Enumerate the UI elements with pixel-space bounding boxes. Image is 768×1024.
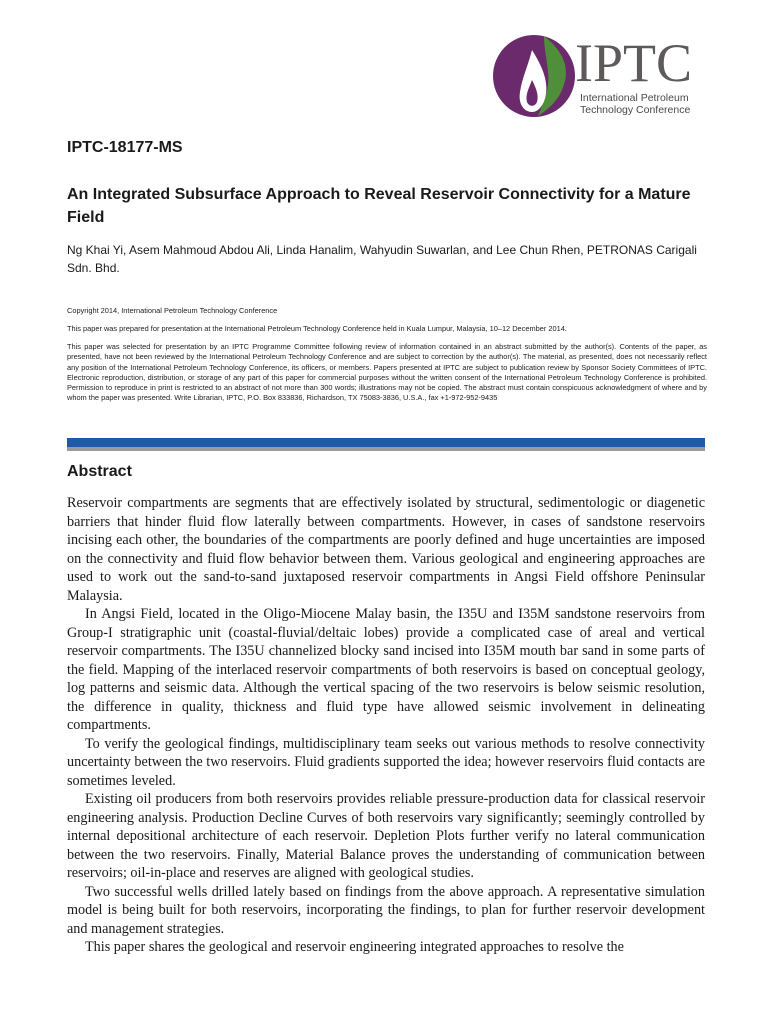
header-rule-gray bbox=[67, 447, 705, 451]
abstract-body bbox=[67, 494, 705, 957]
logo-subtitle-line2: Technology Conference bbox=[580, 104, 691, 116]
copyright-line: Copyright 2014, International Petroleum Technology Conference bbox=[67, 306, 278, 315]
presentation-note: This paper was prepared for presentation at the International Petroleum Technology Conference held in Kuala Lumpur, Malaysia, 10–12 December 2014. bbox=[67, 324, 567, 333]
abstract-paragraph: Two successful wells drilled lately based on findings from the above approach. A representative simulation model is being built for both reservoirs, incorporating the findings, to plan for further reservoir development and management strategies. bbox=[67, 883, 705, 937]
paper-title: An Integrated Subsurface Approach to Reveal Reservoir Connectivity for a Mature Field bbox=[67, 186, 691, 226]
abstract-paragraph: To verify the geological findings, multidisciplinary team seeks out various methods to resolve connectivity uncertainty between the two reservoirs. Fluid gradients supported the idea; however reservoirs fluid contacts are sometimes leveled. bbox=[67, 735, 705, 789]
abstract-paragraph: In Angsi Field, located in the Oligo-Miocene Malay basin, the I35U and I35M sandstone reservoirs from Group-I stratigraphic unit (coastal-fluvial/deltaic lobes) provide a complicated case of areal and vertical reservoir compartments. The I35U channelized blocky sand incised into I35M mouth bar sand in some parts of the field. Mapping of the interlaced reservoir compartments of both reservoirs is based on conceptual geology, log patterns and seismic data. Although the vertical spacing of the two reservoirs is below seismic resolution, the difference in quality, thickness and fluid type have allowed seismic involvement in delineating compartments. bbox=[67, 606, 705, 733]
logo-subtitle bbox=[580, 92, 720, 116]
author-list: Ng Khai Yi, Asem Mahmoud Abdou Ali, Linda Hanalim, Wahyudin Suwarlan, and Lee Chun Rhen, PETRONAS Carigali Sdn. Bhd. bbox=[67, 243, 697, 275]
abstract-paragraph: Reservoir compartments are segments that are effectively isolated by structural, sedimentologic or diagenetic barriers that hinder fluid flow laterally between compartments. However, in cases of sandstone reservoirs incising each other, the boundaries of the compartments are poorly defined and huge uncertainties are imposed on the connectivity and fluid flow behavior between them. Various geological and engineering approaches are used to work out the sand-to-sand juxtaposed reservoir compartments in Angsi Field offshore Peninsular Malaysia. bbox=[67, 495, 705, 604]
iptc-logo bbox=[492, 32, 712, 122]
abstract-heading: Abstract bbox=[67, 463, 132, 480]
abstract-paragraph: Existing oil producers from both reservoirs provides reliable pressure-production data for classical reservoir engineering analysis. Production Decline Curves of both reservoirs vary significantly; seemingly controlled by internal depositional architecture of each reservoir. Depletion Plots further verify no lateral communication between the two reservoirs. Finally, Material Balance proves the understanding of communication between reservoirs; oil-in-place and reserves are aligned with geological studies. bbox=[67, 791, 705, 881]
header-rule-blue bbox=[67, 438, 705, 447]
iptc-drop-logo-icon bbox=[492, 32, 578, 122]
logo-wordmark: IPTC bbox=[575, 33, 693, 93]
logo-subtitle-line1: International Petroleum bbox=[580, 92, 689, 104]
paper-id: IPTC-18177-MS bbox=[67, 139, 183, 156]
abstract-paragraph: This paper shares the geological and reservoir engineering integrated approaches to resolve the bbox=[85, 939, 624, 955]
copyright-notice: This paper was selected for presentation by an IPTC Programme Committee following review of information contained in an abstract submitted by the author(s). Contents of the paper, as presented, have not been reviewed by the International Petroleum Technology Conference and are subject to correction by the author(s). The material, as presented, does not necessarily reflect any position of the International Petroleum Technology Conference, its officers, or members. Papers presented at IPTC are subject to publication review by Sponsor Society Committees of IPTC. Electronic reproduction, distribution, or storage of any part of this paper for commercial purposes without the written consent of the International Petroleum Technology Conference is prohibited. Permission to reproduce in print is restricted to an abstract of not more than 300 words; illustrations may not be copied. The abstract must contain conspicuous acknowledgment of where and by whom the paper was presented. Write Librarian, IPTC, P.O. Box 833836, Richardson, TX 75083-3836, U.S.A., fax +1-972-952-9435 bbox=[67, 342, 707, 403]
